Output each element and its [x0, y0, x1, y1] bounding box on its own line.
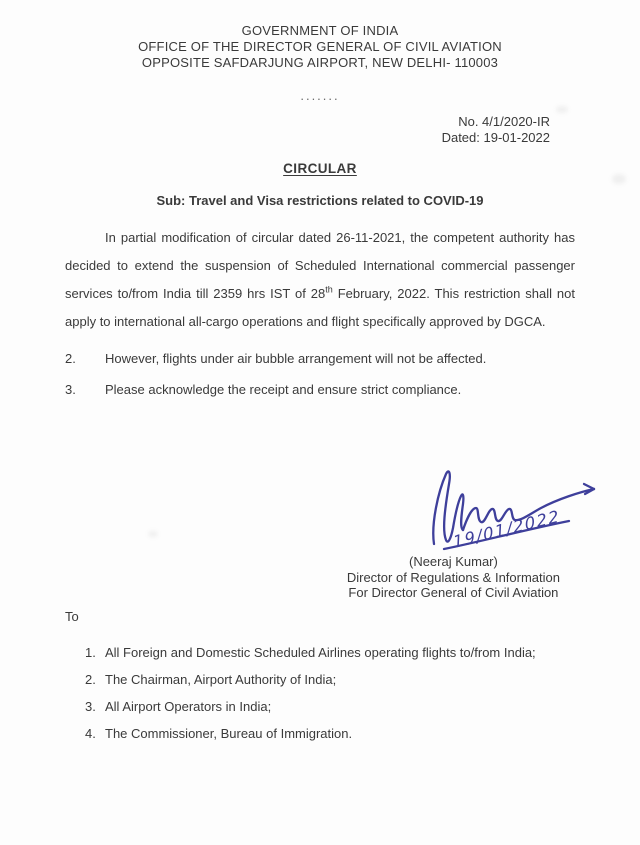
subject-line: Sub: Travel and Visa restrictions related to COVID-19 — [156, 193, 484, 208]
reference-number: No. 4/1/2020-IR — [458, 114, 550, 129]
letterhead — [0, 0, 640, 71]
recipient-item-3 — [85, 693, 640, 720]
letterhead-line-office: OFFICE OF THE DIRECTOR GENERAL OF CIVIL AVIATION — [138, 39, 502, 54]
recipient-2-text: The Chairman, Airport Authority of India; — [105, 671, 337, 687]
item-3-number: 3. — [65, 382, 76, 397]
recipient-1-text: All Foreign and Domestic Scheduled Airlines operating flights to/from India; — [105, 644, 536, 660]
handwritten-date: 19/01/2022 — [451, 506, 562, 552]
recipients-list — [85, 639, 640, 747]
handwritten-signature-icon — [424, 466, 612, 552]
recipients-label: To — [65, 608, 79, 624]
document-title-text: CIRCULAR — [283, 161, 357, 176]
recipient-3-text: All Airport Operators in India; — [105, 698, 272, 714]
signature-area — [0, 466, 640, 552]
item-3-text: Please acknowledge the receipt and ensure strict compliance. — [105, 382, 462, 397]
letterhead-line-government: GOVERNMENT OF INDIA — [241, 23, 399, 38]
paragraph-text-part1: In partial modification of circular dated 26-11-2021, the competent authority has decided to extend the suspension of Scheduled International commercial passenger services to/from India till 2359 hrs IST of 28 — [65, 230, 575, 301]
paragraph-text-part2: February, 2022. This restriction shall not apply to international all-cargo operations and flight specifically approved by DGCA. — [65, 286, 575, 329]
recipient-item-4 — [85, 720, 640, 747]
scan-artifact — [556, 106, 568, 113]
recipient-item-2 — [85, 666, 640, 693]
body-item-2 — [65, 351, 575, 367]
signatory-block — [347, 554, 560, 601]
signatory-designation: Director of Regulations & Information — [346, 569, 560, 585]
body-paragraph-1 — [65, 224, 575, 336]
document-title — [0, 161, 640, 176]
item-2-text: However, flights under air bubble arrangement will not be affected. — [105, 351, 487, 366]
recipient-1-number: 1. — [85, 644, 96, 660]
recipient-4-number: 4. — [85, 725, 96, 741]
recipient-2-number: 2. — [85, 671, 96, 687]
letterhead-line-address: OPPOSITE SAFDARJUNG AIRPORT, NEW DELHI- 110003 — [141, 55, 499, 70]
reference-block — [0, 114, 640, 145]
item-2-number: 2. — [65, 351, 76, 366]
scan-artifact — [148, 531, 158, 537]
ordinal-superscript: th — [325, 284, 333, 295]
signatory-block-row — [0, 554, 640, 601]
signatory-name: (Neeraj Kumar) — [408, 554, 498, 569]
signatory-for-line: For Director General of Civil Aviation — [348, 585, 559, 600]
recipient-4-text: The Commissioner, Bureau of Immigration. — [105, 725, 353, 741]
recipient-3-number: 3. — [85, 698, 96, 714]
scan-artifact — [612, 174, 626, 184]
separator-dots: ....... — [300, 88, 340, 103]
body-item-3 — [65, 382, 575, 398]
reference-date: Dated: 19-01-2022 — [441, 129, 550, 145]
recipient-item-1 — [85, 639, 640, 666]
